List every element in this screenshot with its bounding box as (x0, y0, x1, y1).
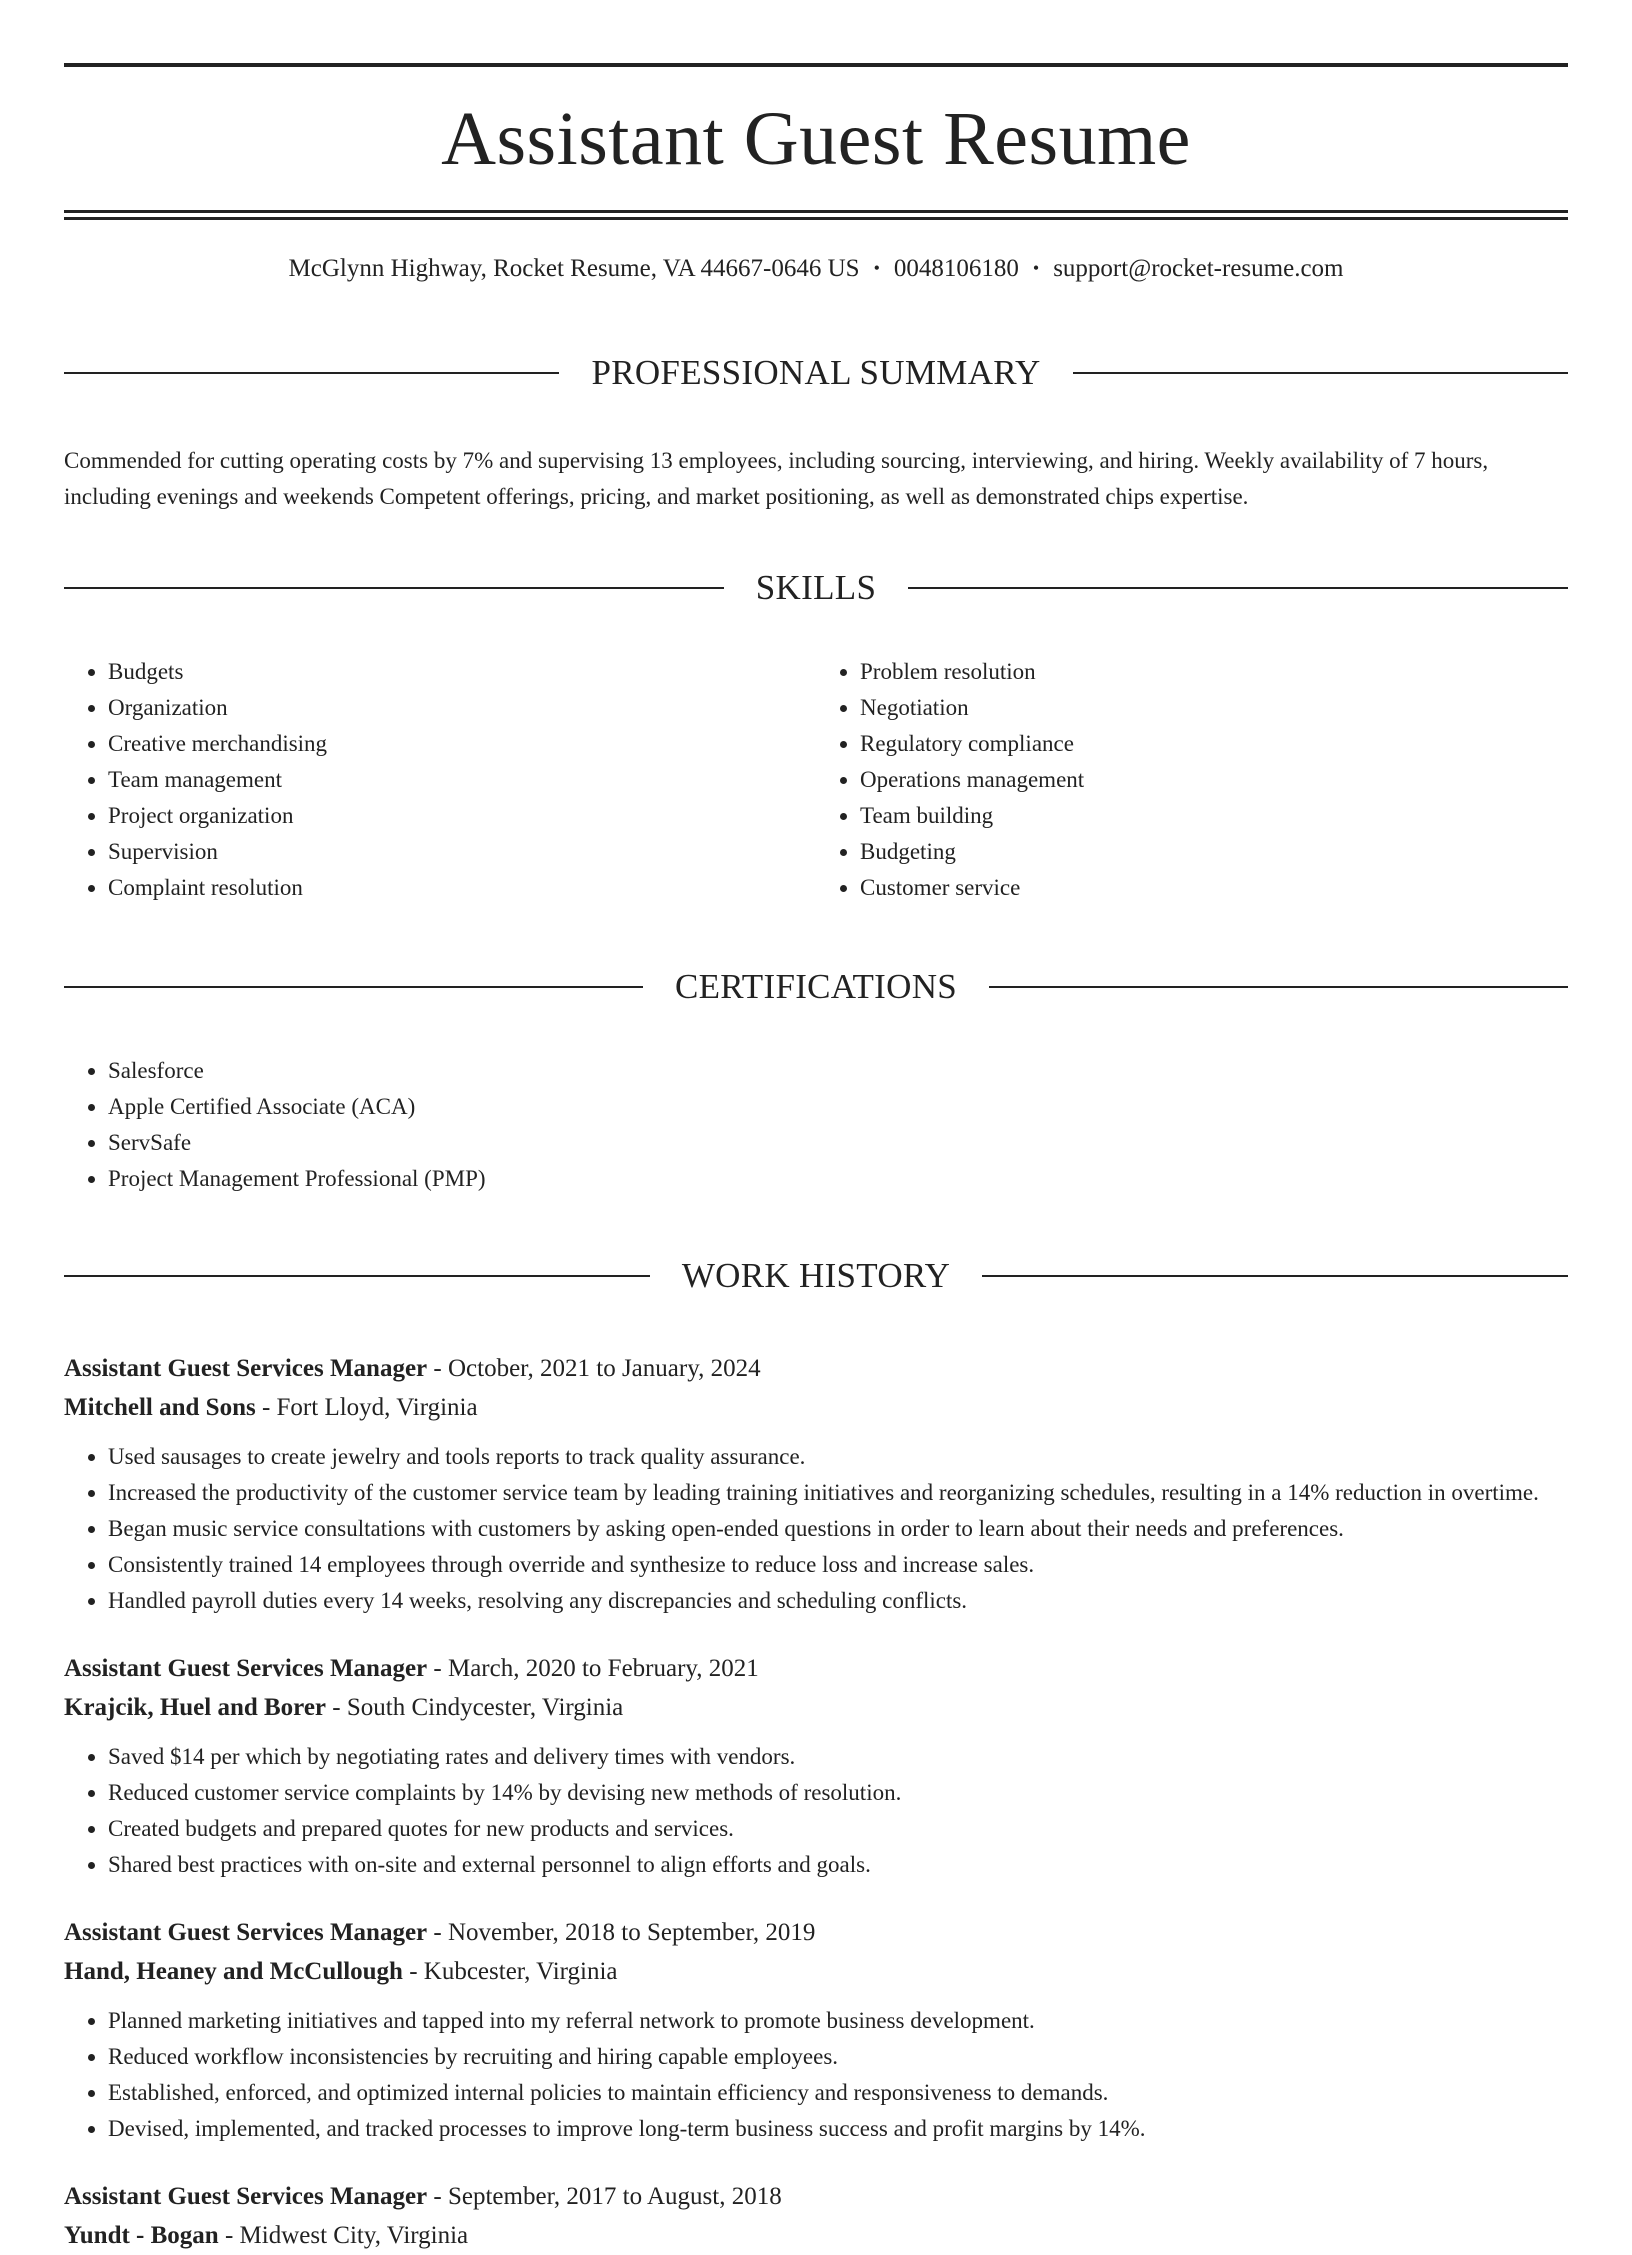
certifications-list (64, 1053, 1568, 1197)
resume-name: Assistant Guest Resume (441, 97, 1191, 181)
job-location: Midwest City, Virginia (239, 2222, 469, 2250)
job-bullet: • Consistently trained 14 employees through override and synthesize to reduce loss and increase sales. (108, 1547, 1568, 1583)
job-bullet: • Planned marketing initiatives and tapped into my referral network to promote business development. (108, 2003, 1568, 2039)
skill-item: • Customer service (860, 870, 1568, 906)
contact-line (64, 254, 1568, 284)
job-company-line: Krajcik, Huel and Borer - South Cindycester, Virginia (64, 1694, 624, 1722)
heading-rule-left (64, 372, 559, 374)
contact-email: support@rocket-resume.com (1053, 255, 1344, 282)
job-company: Yundt - Bogan (64, 2222, 219, 2250)
summary-text: Commended for cutting operating costs by 7% and supervising 13 employees, including sourcing, interviewing, and hiring. Weekly availability of 7 hours, including evenings and weekends Competent offerings, pricing, and market positioning, as well as demonstrated chips expertise. (64, 448, 1489, 510)
skill-item: • Creative merchandising (108, 726, 816, 762)
job-entry (64, 1913, 1568, 2147)
job-dates: October, 2021 to January, 2024 (447, 1355, 761, 1383)
heading-rule-left (64, 587, 724, 589)
job-bullet: • Began music service consultations with customers by asking open-ended questions in order to learn about their needs and preferences. (108, 1511, 1568, 1547)
name-double-rule (64, 210, 1568, 220)
job-dates: September, 2017 to August, 2018 (447, 2183, 782, 2211)
contact-address: McGlynn Highway, Rocket Resume, VA 44667-0646 US (288, 255, 860, 282)
heading-rule-right (908, 587, 1568, 589)
heading-rule-left (64, 986, 643, 988)
skills-section-heading (64, 541, 1568, 634)
job-role: Assistant Guest Services Manager (64, 1355, 428, 1383)
certification-item: • ServSafe (108, 1125, 1568, 1161)
job-company: Hand, Heaney and McCullough (64, 1958, 403, 1986)
job-company: Mitchell and Sons (64, 1394, 256, 1422)
skills-list-right (816, 654, 1568, 906)
job-role: Assistant Guest Services Manager (64, 1655, 428, 1683)
job-location: South Cindycester, Virginia (346, 1694, 624, 1722)
heading-rule-right (989, 986, 1568, 988)
resume-page (0, 63, 1632, 2250)
skill-item: • Negotiation (860, 690, 1568, 726)
job-role: Assistant Guest Services Manager (64, 1919, 428, 1947)
top-rule (64, 63, 1568, 67)
job-bullet: • Used sausages to create jewelry and tools reports to track quality assurance. (108, 1439, 1568, 1475)
job-bullet: • Reduced customer service complaints by 14% by devising new methods of resolution. (108, 1775, 1568, 1811)
job-company-line: Hand, Heaney and McCullough - Kubcester, Virginia (64, 1958, 618, 1986)
job-role-line: Assistant Guest Services Manager - March, 2020 to February, 2021 (64, 1655, 759, 1683)
job-bullet: • Shared best practices with on-site and external personnel to align efforts and goals. (108, 1847, 1568, 1883)
job-location: Fort Lloyd, Virginia (276, 1394, 478, 1422)
job-bullet: • Saved $14 per which by negotiating rates and delivery times with vendors. (108, 1739, 1568, 1775)
job-role-line: Assistant Guest Services Manager - September, 2017 to August, 2018 (64, 2183, 782, 2211)
contact-separator: • (1032, 258, 1040, 278)
summary-title: PROFESSIONAL SUMMARY (591, 353, 1041, 393)
job-bullet: • Increased the productivity of the customer service team by leading training initiatives and reorganizing schedules, resulting in a 14% reduction in overtime. (108, 1475, 1568, 1511)
job-role-line: Assistant Guest Services Manager - October, 2021 to January, 2024 (64, 1355, 761, 1383)
contact-separator: • (873, 258, 880, 278)
work-history-section-heading (64, 1229, 1568, 1322)
skill-item: • Supervision (108, 834, 816, 870)
certifications-title: CERTIFICATIONS (674, 967, 958, 1007)
job-location: Kubcester, Virginia (423, 1958, 618, 1986)
summary-section-heading (64, 326, 1568, 419)
job-entry (64, 1349, 1568, 1619)
job-bullet: • Handled payroll duties every 14 weeks, resolving any discrepancies and scheduling conflicts. (108, 1583, 1568, 1619)
skill-item: • Budgeting (860, 834, 1568, 870)
skill-item: • Project organization (108, 798, 816, 834)
job-bullet: • Established, enforced, and optimized internal policies to maintain efficiency and responsiveness to demands. (108, 2075, 1568, 2111)
job-bullet: • Created budgets and prepared quotes for new products and services. (108, 1811, 1568, 1847)
job-company-line: Yundt - Bogan - Midwest City, Virginia (64, 2222, 469, 2250)
skills-title: SKILLS (755, 568, 877, 608)
skill-item: • Organization (108, 690, 816, 726)
job-role: Assistant Guest Services Manager (64, 2183, 428, 2211)
job-dates: November, 2018 to September, 2019 (447, 1919, 816, 1947)
job-company: Krajcik, Huel and Borer (64, 1694, 327, 1722)
job-entry (64, 2177, 1568, 2255)
skill-item: • Team building (860, 798, 1568, 834)
job-bullets (64, 2003, 1568, 2147)
skill-item: • Regulatory compliance (860, 726, 1568, 762)
contact-phone: 0048106180 (893, 255, 1019, 282)
heading-rule-right (1073, 372, 1568, 374)
job-bullets (64, 1439, 1568, 1619)
certifications-section-heading (64, 940, 1568, 1033)
heading-rule-left (64, 1275, 650, 1277)
skill-item: • Problem resolution (860, 654, 1568, 690)
skills-list-left (64, 654, 816, 906)
certification-item: • Apple Certified Associate (ACA) (108, 1089, 1568, 1125)
skill-item: • Budgets (108, 654, 816, 690)
heading-rule-right (982, 1275, 1568, 1277)
certification-item: • Project Management Professional (PMP) (108, 1161, 1568, 1197)
skills-columns (64, 654, 1568, 906)
work-history-title: WORK HISTORY (681, 1256, 951, 1296)
job-company-line: Mitchell and Sons - Fort Lloyd, Virginia (64, 1394, 478, 1422)
job-entry (64, 1649, 1568, 1883)
skill-item: • Team management (108, 762, 816, 798)
job-role-line: Assistant Guest Services Manager - November, 2018 to September, 2019 (64, 1919, 816, 1947)
job-dates: March, 2020 to February, 2021 (447, 1655, 759, 1683)
certification-item: • Salesforce (108, 1053, 1568, 1089)
skill-item: • Complaint resolution (108, 870, 816, 906)
job-bullets (64, 1739, 1568, 1883)
job-bullet: • Reduced workflow inconsistencies by recruiting and hiring capable employees. (108, 2039, 1568, 2075)
skill-item: • Operations management (860, 762, 1568, 798)
job-bullet: • Devised, implemented, and tracked processes to improve long-term business success and profit margins by 14%. (108, 2111, 1568, 2147)
